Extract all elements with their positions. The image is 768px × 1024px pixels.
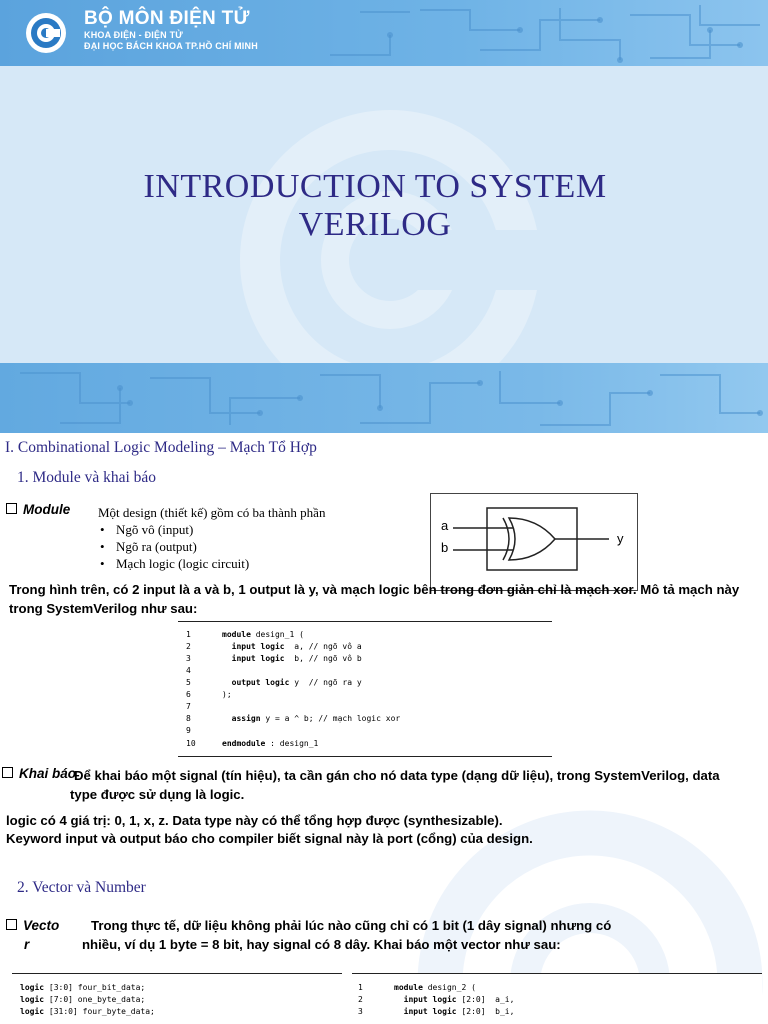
university-name: ĐẠI HỌC BÁCH KHOA TP.HỒ CHÍ MINH: [84, 41, 258, 51]
input-b-label: b: [441, 540, 449, 555]
module-description: Một design (thiết kế) gồm có ba thành phần: [98, 505, 326, 520]
title-line-2: VERILOG: [298, 206, 452, 243]
line-number: 2: [186, 642, 191, 651]
list-item: • Ngõ ra (output): [100, 538, 249, 555]
code-block-vectors: [12, 973, 342, 1024]
xor-gate-diagram: [430, 493, 638, 591]
paragraph-logic-values: logic có 4 giá trị: 0, 1, x, z. Data type này có thể tổng hợp được (synthesizable).: [6, 813, 503, 828]
university-logo: [25, 12, 67, 54]
code-block-design2: [352, 973, 762, 1024]
code-line: );: [222, 690, 232, 699]
input-a-label: a: [441, 518, 449, 533]
paragraph-keyword: Keyword input và output báo cho compiler biết signal này là port (cổng) của design.: [6, 831, 533, 846]
checkbox-square-icon: [6, 919, 17, 930]
code-line: input logic a, // ngõ vô a: [222, 642, 362, 651]
khaibao-text: Để khai báo một signal (tín hiệu), ta cần gán cho nó data type (dạng dữ liệu), trong SystemVerilog, data type được sử dụng là logic.: [70, 768, 720, 802]
khaibao-label: Khai báo: [19, 766, 77, 781]
list-item: • Ngõ vô (input): [100, 521, 249, 538]
code-line: input logic b, // ngõ vô b: [222, 654, 362, 663]
code-line: output logic y // ngõ ra y: [222, 678, 362, 687]
line-number: 10: [186, 739, 196, 748]
output-y-label: y: [617, 531, 624, 546]
line-number: 9: [186, 726, 191, 735]
line-number: 3: [358, 1007, 363, 1016]
vector-bullet: [6, 916, 66, 954]
content-slide: [0, 433, 768, 1024]
vector-label-1: Vecto: [23, 918, 60, 933]
line-number: 5: [186, 678, 191, 687]
title-slide: [0, 0, 768, 433]
code-line: input logic [2:0] a_i,: [394, 995, 515, 1004]
faculty-name: KHOA ĐIỆN - ĐIỆN TỬ: [84, 30, 183, 40]
module-label: Module: [23, 502, 71, 517]
code-line: logic [31:0] four_byte_data;: [20, 1007, 155, 1016]
code-block-design1: [178, 621, 552, 757]
module-bullet: [6, 502, 70, 517]
line-number: 8: [186, 714, 191, 723]
code-line: input logic [2:0] b_i,: [394, 1007, 515, 1016]
section-title: I. Combinational Logic Modeling – Mạch Tổ Hợp: [5, 439, 317, 456]
code-line: module design_2 (: [394, 983, 476, 992]
checkbox-square-icon: [2, 767, 13, 778]
code-line: endmodule : design_1: [222, 739, 319, 748]
line-number: 4: [186, 666, 191, 675]
circuit-pattern: [0, 363, 768, 433]
footer-band: [0, 363, 768, 433]
vector-text-line-2: nhiều, ví dụ 1 byte = 8 bit, hay signal có 8 dây. Khai báo một vector như sau:: [82, 937, 561, 952]
line-number: 1: [186, 630, 191, 639]
code-line: module design_1 (: [222, 630, 304, 639]
line-number: 1: [358, 983, 363, 992]
title-line-1: INTRODUCTION TO SYSTEM: [143, 168, 607, 205]
module-component-list: [100, 521, 249, 572]
checkbox-square-icon: [6, 503, 17, 514]
code-line: logic [3:0] four_bit_data;: [20, 983, 146, 992]
line-number: 2: [358, 995, 363, 1004]
vector-text-line-1: Trong thực tế, dữ liệu không phải lúc nào cũng chỉ có 1 bit (1 dây signal) nhưng có: [91, 918, 612, 933]
line-number: 6: [186, 690, 191, 699]
xor-gate-icon: [431, 494, 637, 590]
brand-block: [84, 8, 258, 52]
line-number: 3: [186, 654, 191, 663]
list-item: • Mạch logic (logic circuit): [100, 555, 249, 572]
khaibao-bullet: [2, 766, 76, 781]
subsection-title-2: 2. Vector và Number: [17, 879, 146, 896]
vector-label-2: r: [24, 937, 30, 952]
brand-name: BỘ MÔN ĐIỆN TỬ: [84, 8, 250, 29]
code-line: assign y = a ^ b; // mạch logic xor: [222, 714, 401, 723]
paragraph-intro: Trong hình trên, có 2 input là a và b, 1 output là y, và mạch logic bên trong đơn giản chỉ là mạch xor. Mô tả mạch này trong SystemVerilog như sau:: [9, 582, 740, 616]
code-line: logic [7:0] one_byte_data;: [20, 995, 146, 1004]
subsection-title-1: 1. Module và khai báo: [17, 469, 157, 486]
slide-title: [60, 168, 690, 244]
line-number: 7: [186, 702, 191, 711]
